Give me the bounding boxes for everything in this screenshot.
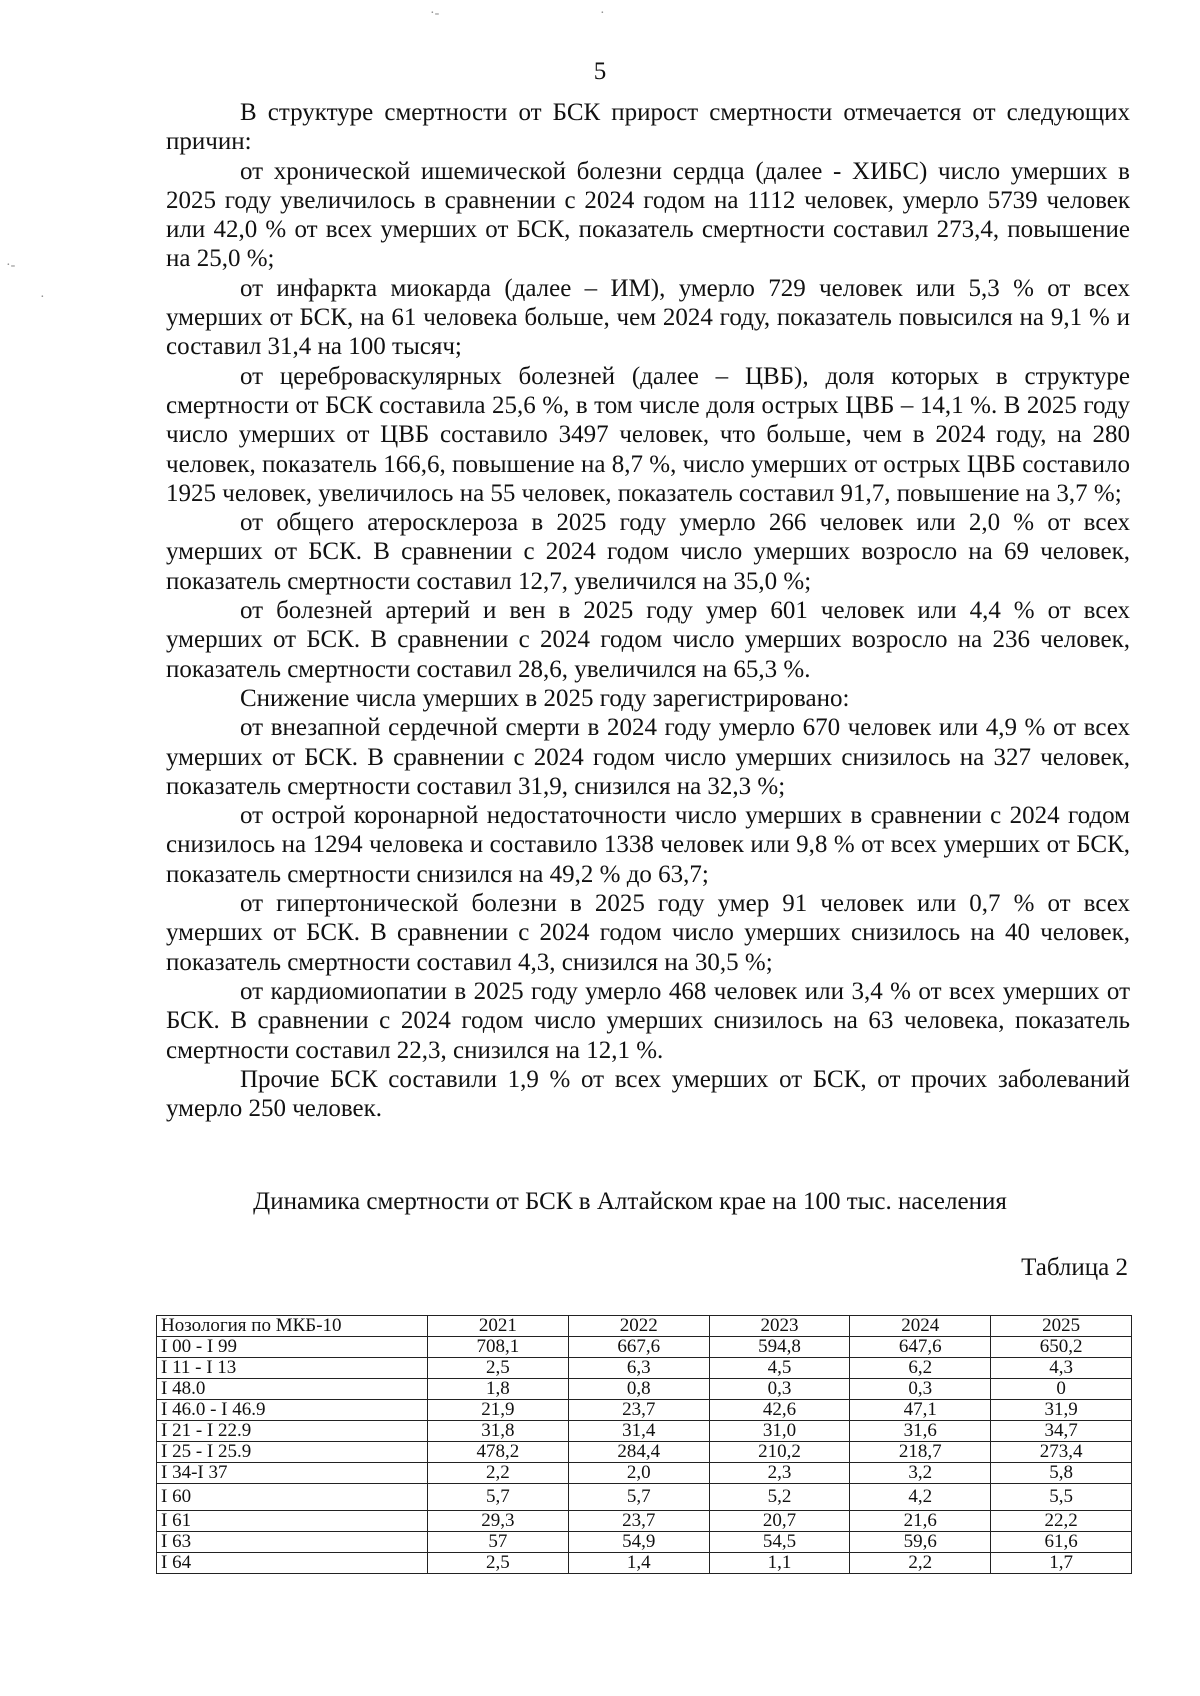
column-header: 2025 bbox=[991, 1316, 1132, 1337]
paragraph: от общего атеросклероза в 2025 году умерло 266 человек или 2,0 % от всех умерших от БСК. В сравнении с 2024 годом число умерших возросло на 69 человек, показатель смертности составил 12,7, увеличился на 35,0 %; bbox=[166, 509, 1130, 595]
table-cell-value: 478,2 bbox=[428, 1442, 569, 1463]
table-cell-value: 6,3 bbox=[568, 1358, 709, 1379]
table-cell-value: 31,8 bbox=[428, 1421, 569, 1442]
table-cell-value: 6,2 bbox=[850, 1358, 991, 1379]
table-cell-value: 650,2 bbox=[991, 1337, 1132, 1358]
table-cell-value: 2,2 bbox=[850, 1553, 991, 1574]
table-cell-value: 2,5 bbox=[428, 1358, 569, 1379]
column-header: 2021 bbox=[428, 1316, 569, 1337]
table-cell-nosology: I 61 bbox=[157, 1511, 428, 1532]
table-cell-value: 20,7 bbox=[709, 1511, 850, 1532]
table-cell-value: 273,4 bbox=[991, 1442, 1132, 1463]
table-cell-value: 708,1 bbox=[428, 1337, 569, 1358]
table-row bbox=[157, 1421, 1132, 1442]
paragraph: В структуре смертности от БСК прирост смертности отмечается от следующих причин: bbox=[166, 99, 1130, 156]
table-row bbox=[157, 1484, 1132, 1511]
table-cell-value: 57 bbox=[428, 1532, 569, 1553]
column-header: 2023 bbox=[709, 1316, 850, 1337]
paragraph: от инфаркта миокарда (далее – ИМ), умерло 729 человек или 5,3 % от всех умерших от БСК, на 61 человека больше, чем 2024 году, показатель повысился на 9,1 % и составил 31,4 на 100 тысяч; bbox=[166, 274, 1130, 361]
table-row bbox=[157, 1532, 1132, 1553]
body-text bbox=[166, 98, 1130, 1123]
table-cell-value: 2,2 bbox=[428, 1463, 569, 1484]
page-number: 5 bbox=[593, 58, 607, 85]
table-cell-value: 2,0 bbox=[568, 1463, 709, 1484]
table-cell-value: 31,4 bbox=[568, 1421, 709, 1442]
table-cell-value: 2,5 bbox=[428, 1553, 569, 1574]
table-header-row bbox=[157, 1316, 1132, 1337]
table-cell-value: 0 bbox=[991, 1379, 1132, 1400]
table-row bbox=[157, 1553, 1132, 1574]
table-cell-value: 4,2 bbox=[850, 1484, 991, 1511]
table-cell-nosology: I 25 - I 25.9 bbox=[157, 1442, 428, 1463]
paragraph: от хронической ишемической болезни сердца (далее - ХИБС) число умерших в 2025 году увеличилось в сравнении с 2024 годом на 1112 человек, умерло 5739 человек или 42,0 % от всех умерших от БСК, показатель смертности составил 273,4, повышение на 25,0 %; bbox=[166, 157, 1130, 273]
paragraph: от гипертонической болезни в 2025 году умер 91 человек или 0,7 % от всех умерших от БСК. В сравнении с 2024 годом число умерших снизилось на 40 человек, показатель смертности составил 4,3, снизился на 30,5 %; bbox=[166, 890, 1130, 976]
mortality-table bbox=[156, 1315, 1132, 1574]
table-cell-value: 5,8 bbox=[991, 1463, 1132, 1484]
table-cell-value: 5,2 bbox=[709, 1484, 850, 1511]
table-cell-value: 4,5 bbox=[709, 1358, 850, 1379]
table-cell-nosology: I 48.0 bbox=[157, 1379, 428, 1400]
table-label: Таблица 2 bbox=[1021, 1254, 1128, 1281]
table-cell-value: 54,5 bbox=[709, 1532, 850, 1553]
table-row bbox=[157, 1511, 1132, 1532]
table-cell-value: 594,8 bbox=[709, 1337, 850, 1358]
table-cell-value: 210,2 bbox=[709, 1442, 850, 1463]
table-cell-nosology: I 11 - I 13 bbox=[157, 1358, 428, 1379]
table-cell-value: 5,7 bbox=[568, 1484, 709, 1511]
table-cell-value: 23,7 bbox=[568, 1511, 709, 1532]
paragraph: от внезапной сердечной смерти в 2024 году умерло 670 человек или 4,9 % от всех умерших от БСК. В сравнении с 2024 годом число умерших снизилось на 327 человек, показатель смертности составил 31,9, снизился на 32,3 %; bbox=[166, 714, 1130, 800]
table-cell-value: 59,6 bbox=[850, 1532, 991, 1553]
table-cell-value: 0,8 bbox=[568, 1379, 709, 1400]
paragraph: от кардиомиопатии в 2025 году умерло 468 человек или 3,4 % от всех умерших от БСК. В сравнении с 2024 годом число умерших снизилось на 63 человека, показатель смертности составил 22,3, снизился на 12,1 %. bbox=[166, 977, 1130, 1064]
table-row bbox=[157, 1379, 1132, 1400]
paragraph: Прочие БСК составили 1,9 % от всех умерших от БСК, от прочих заболеваний умерло 250 человек. bbox=[166, 1065, 1130, 1123]
paragraph: от цереброваскулярных болезней (далее – ЦВБ), доля которых в структуре смертности от БСК составила 25,6 %, в том числе доля острых ЦВБ – 14,1 %. В 2025 году число умерших от ЦВБ составило 3497 человек, что больше, чем в 2024 году, на 280 человек, показатель 166,6, повышение на 8,7 %, число умерших от острых ЦВБ составило 1925 человек, увеличилось на 55 человек, показатель составил 91,7, повышение на 3,7 %; bbox=[166, 362, 1130, 507]
table-row bbox=[157, 1337, 1132, 1358]
table-cell-value: 1,7 bbox=[991, 1553, 1132, 1574]
table-cell-value: 54,9 bbox=[568, 1532, 709, 1553]
scan-mark: · bbox=[600, 6, 605, 21]
table-cell-nosology: I 21 - I 22.9 bbox=[157, 1421, 428, 1442]
table-cell-value: 0,3 bbox=[709, 1379, 850, 1400]
table-cell-value: 3,2 bbox=[850, 1463, 991, 1484]
table-cell-value: 4,3 bbox=[991, 1358, 1132, 1379]
table-row bbox=[157, 1358, 1132, 1379]
table-cell-nosology: I 34-I 37 bbox=[157, 1463, 428, 1484]
table-title: Динамика смертности от БСК в Алтайском крае на 100 тыс. населения bbox=[253, 1188, 1007, 1215]
table-cell-value: 31,9 bbox=[991, 1400, 1132, 1421]
table-cell-value: 1,8 bbox=[428, 1379, 569, 1400]
table-cell-value: 42,6 bbox=[709, 1400, 850, 1421]
table-cell-value: 31,6 bbox=[850, 1421, 991, 1442]
table-cell-value: 2,3 bbox=[709, 1463, 850, 1484]
table-cell-nosology: I 64 bbox=[157, 1553, 428, 1574]
table-cell-value: 47,1 bbox=[850, 1400, 991, 1421]
table-cell-value: 21,6 bbox=[850, 1511, 991, 1532]
table-cell-value: 21,9 bbox=[428, 1400, 569, 1421]
column-header: 2022 bbox=[568, 1316, 709, 1337]
paragraph: Снижение числа умерших в 2025 году зарегистрировано: bbox=[240, 684, 850, 712]
table-cell-value: 1,4 bbox=[568, 1553, 709, 1574]
table-cell-nosology: I 46.0 - I 46.9 bbox=[157, 1400, 428, 1421]
table-row bbox=[157, 1400, 1132, 1421]
table-cell-value: 1,1 bbox=[709, 1553, 850, 1574]
scan-mark: · bbox=[40, 290, 45, 305]
table-cell-nosology: I 00 - I 99 bbox=[157, 1337, 428, 1358]
table-cell-value: 34,7 bbox=[991, 1421, 1132, 1442]
paragraph: от острой коронарной недостаточности число умерших в сравнении с 2024 годом снизилось на 1294 человека и составило 1338 человек или 9,8 % от всех умерших от БСК, показатель смертности снизился на 49,2 % до 63,7; bbox=[166, 802, 1130, 888]
paragraph: от болезней артерий и вен в 2025 году умер 601 человек или 4,4 % от всех умерших от БСК. В сравнении с 2024 годом число умерших возросло на 236 человек, показатель смертности составил 28,6, увеличился на 65,3 %. bbox=[166, 597, 1130, 683]
column-header: Нозология по МКБ-10 bbox=[157, 1316, 428, 1337]
table-row bbox=[157, 1442, 1132, 1463]
table-cell-value: 284,4 bbox=[568, 1442, 709, 1463]
scan-mark: ·- bbox=[430, 6, 440, 21]
table-cell-value: 61,6 bbox=[991, 1532, 1132, 1553]
table-cell-value: 22,2 bbox=[991, 1511, 1132, 1532]
table-cell-value: 23,7 bbox=[568, 1400, 709, 1421]
table-cell-value: 647,6 bbox=[850, 1337, 991, 1358]
table-cell-nosology: I 63 bbox=[157, 1532, 428, 1553]
table-row bbox=[157, 1463, 1132, 1484]
column-header: 2024 bbox=[850, 1316, 991, 1337]
scan-mark: ·- bbox=[6, 258, 16, 273]
table-cell-value: 667,6 bbox=[568, 1337, 709, 1358]
table-cell-nosology: I 60 bbox=[157, 1484, 428, 1511]
table-cell-value: 218,7 bbox=[850, 1442, 991, 1463]
table-cell-value: 31,0 bbox=[709, 1421, 850, 1442]
table-cell-value: 5,5 bbox=[991, 1484, 1132, 1511]
table-cell-value: 29,3 bbox=[428, 1511, 569, 1532]
table-cell-value: 0,3 bbox=[850, 1379, 991, 1400]
table-cell-value: 5,7 bbox=[428, 1484, 569, 1511]
